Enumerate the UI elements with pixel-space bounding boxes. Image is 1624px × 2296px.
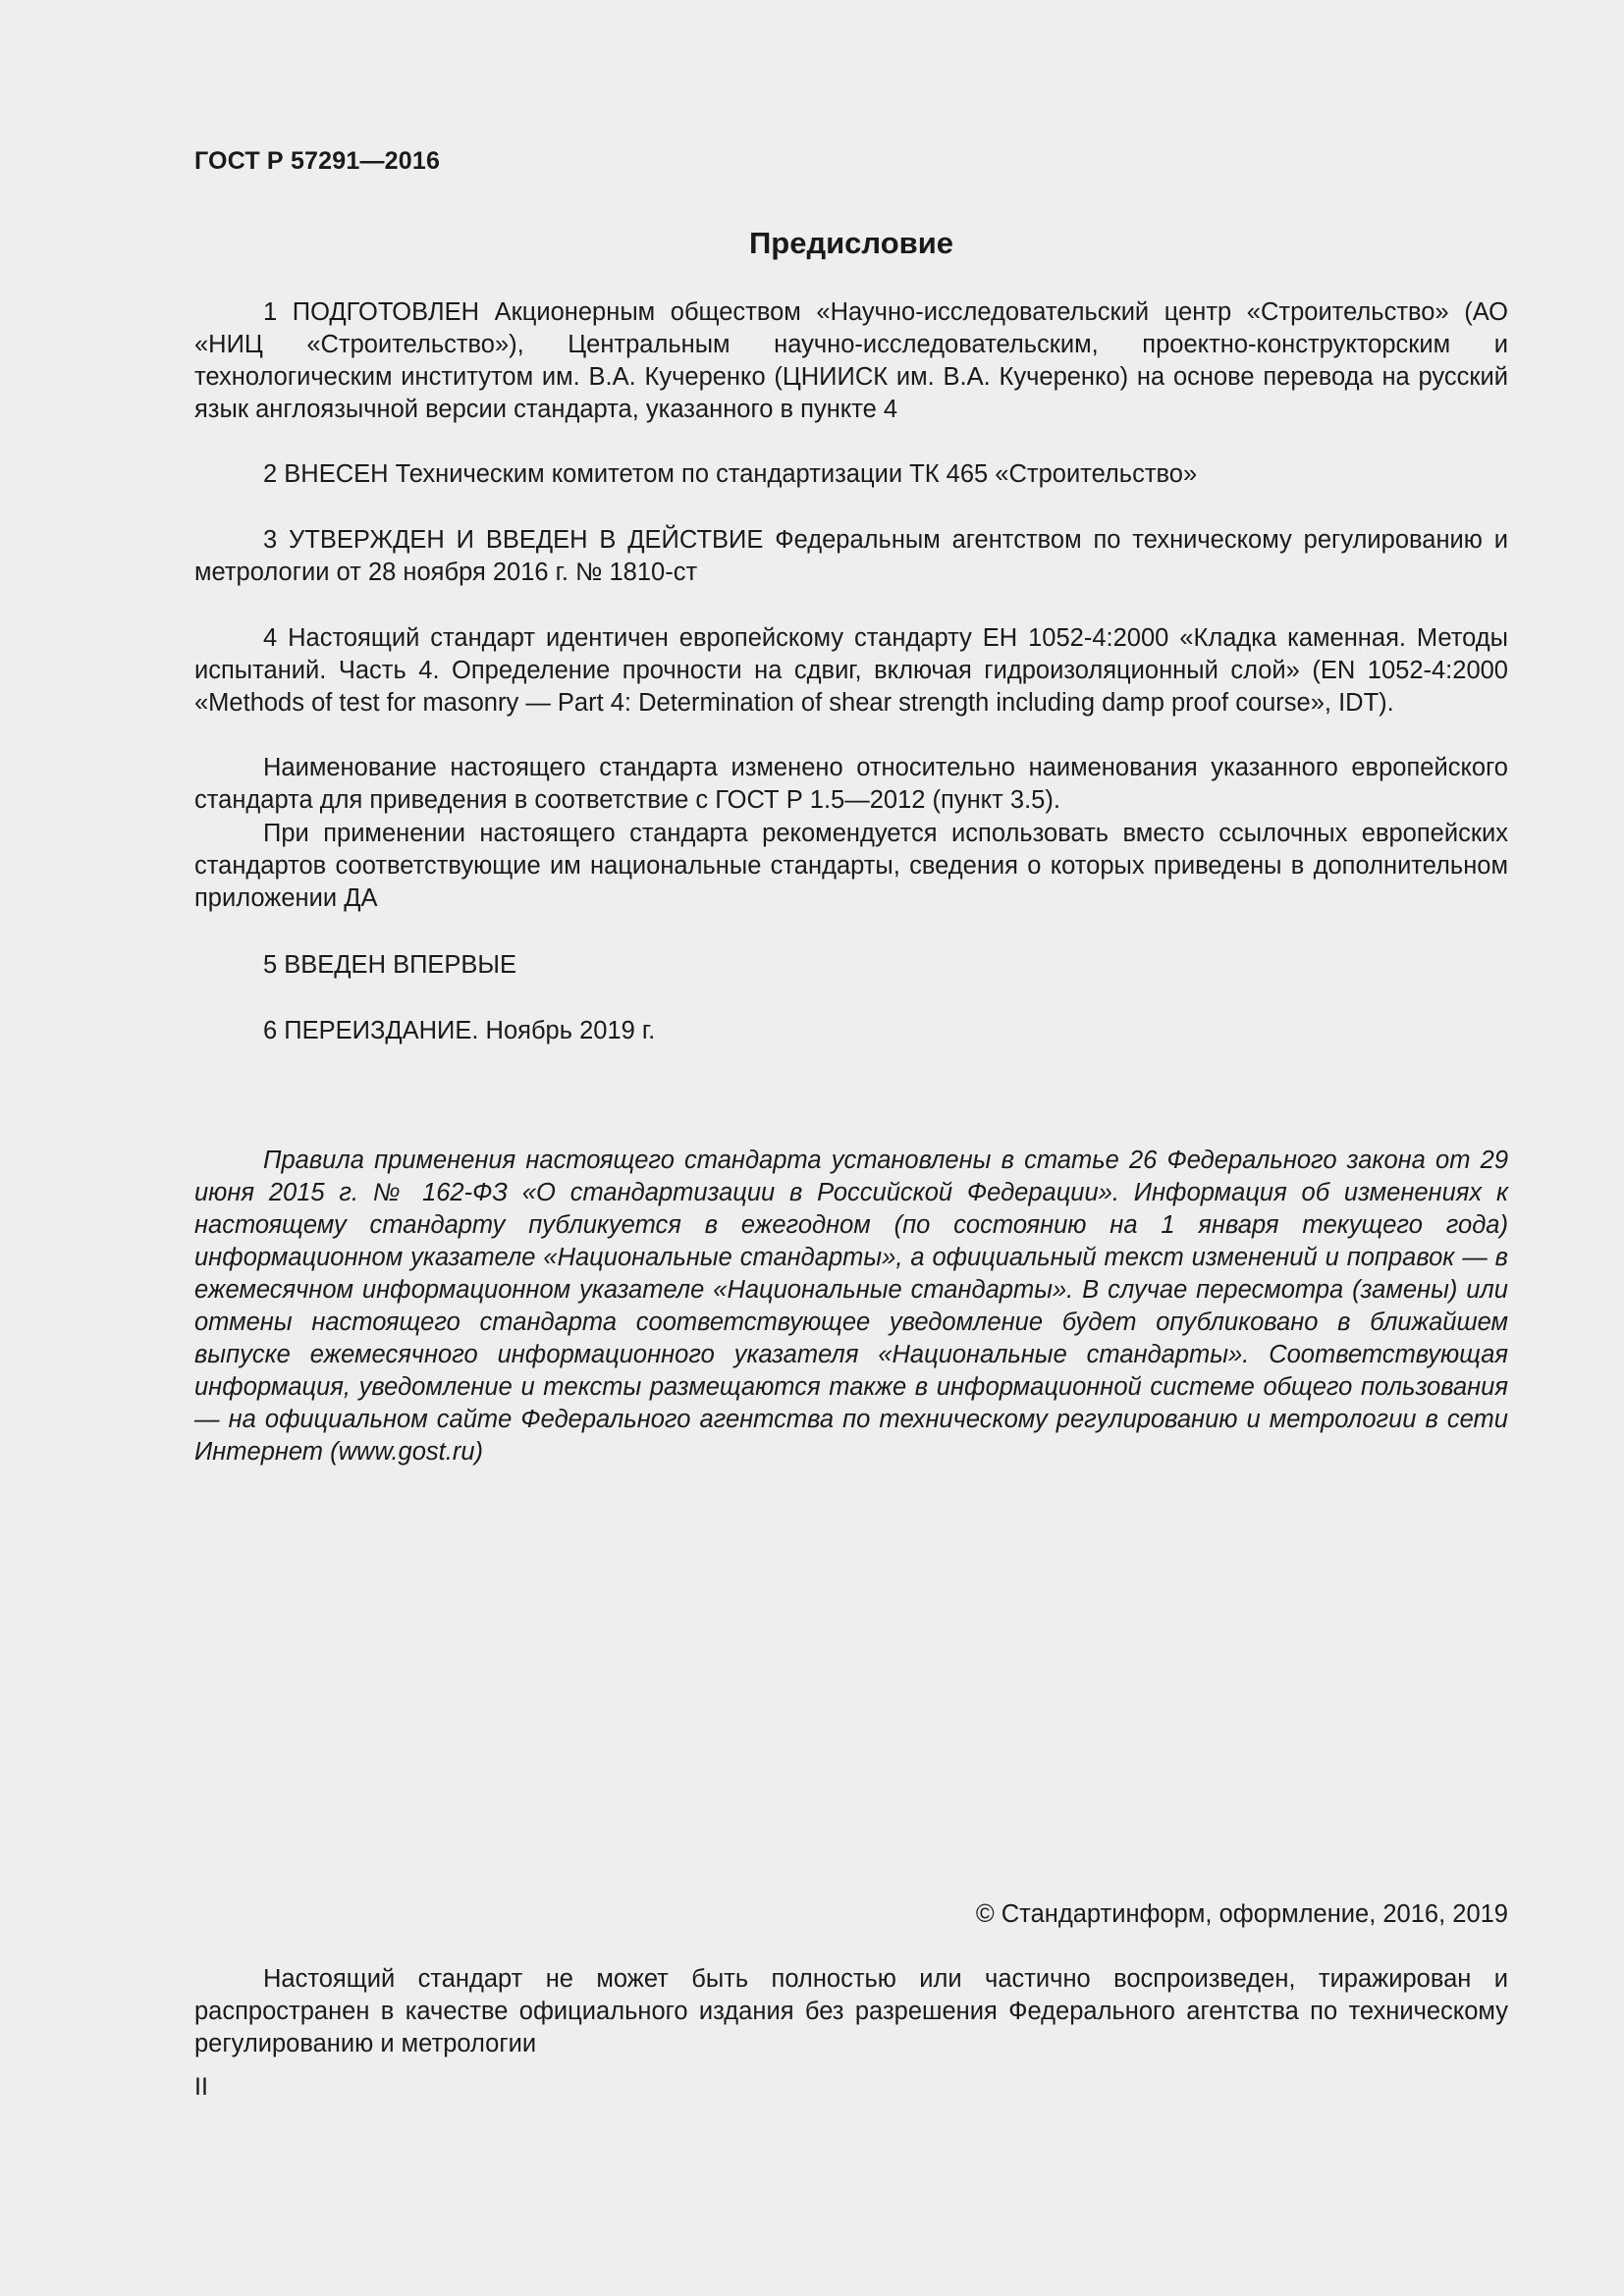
foreword-item-1: 1 ПОДГОТОВЛЕН Акционерным обществом «Научно-исследовательский центр «Строительство» (АО «НИЦ «Строительство»), Центральным научно-исследовательским, проектно-конструкторским и технологическим институтом им. В.А. Кучеренко (ЦНИИСК им. В.А. Кучеренко) на основе перевода на русский язык англоязычной версии стандарта, указанного в пункте 4 [194, 298, 1508, 423]
page-title: Предисловие [748, 226, 953, 260]
foreword-item-6: 6 ПЕРЕИЗДАНИЕ. Ноябрь 2019 г. [263, 1017, 656, 1044]
page-number: II [194, 2073, 208, 2101]
foreword-item-4-note-2: При применении настоящего стандарта рекомендуется использовать вместо ссылочных европейских стандартов соответствующие им национальные стандарты, сведения о которых приведены в дополнительном приложении ДА [194, 820, 1508, 912]
foreword-item-3: 3 УТВЕРЖДЕН И ВВЕДЕН В ДЕЙСТВИЕ Федеральным агентством по техническому регулированию и метрологии от 28 ноября 2016 г. № 1810-ст [194, 526, 1508, 586]
foreword-item-5: 5 ВВЕДЕН ВПЕРВЫЕ [263, 951, 517, 979]
foreword-item-2: 2 ВНЕСЕН Техническим комитетом по стандартизации ТК 465 «Строительство» [263, 460, 1198, 488]
foreword-item-4: 4 Настоящий стандарт идентичен европейскому стандарту ЕН 1052-4:2000 «Кладка каменная. Методы испытаний. Часть 4. Определение прочности на сдвиг, включая гидроизоляционный слой» (EN 1052-4:2000 «Methods of test for masonry — Part 4: Determination of shear strength including damp proof course», IDT). [194, 624, 1508, 717]
foreword-item-4-note-1: Наименование настоящего стандарта изменено относительно наименования указанного европейского стандарта для приведения в соответствие с ГОСТ Р 1.5—2012 (пункт 3.5). [194, 754, 1508, 814]
reproduction-notice: Настоящий стандарт не может быть полностью или частично воспроизведен, тиражирован и распространен в качестве официального издания без разрешения Федерального агентства по техническому регулированию и метрологии [194, 1965, 1508, 2057]
document-header: ГОСТ Р 57291—2016 [194, 147, 441, 175]
application-rules-notice: Правила применения настоящего стандарта установлены в статье 26 Федерального закона от 29 июня 2015 г. № 162-ФЗ «О стандартизации в Российской Федерации». Информация об изменениях к настоящему стандарту публикуется в ежегодном (по состоянию на 1 января текущего года) информационном указателе «Национальные стандарты», а официальный текст изменений и поправок — в ежемесячном информационном указателе «Национальные стандарты». В случае пересмотра (замены) или отмены настоящего стандарта соответствующее уведомление будет опубликовано в ближайшем выпуске ежемесячного информационного указателя «Национальные стандарты». Соответствующая информация, уведомление и тексты размещаются также в информационной системе общего пользования — на официальном сайте Федерального агентства по техническому регулированию и метрологии в сети Интернет (www.gost.ru) [194, 1147, 1508, 1466]
copyright-line: © Стандартинформ, оформление, 2016, 2019 [975, 1900, 1508, 1928]
document-page [194, 0, 1508, 2296]
